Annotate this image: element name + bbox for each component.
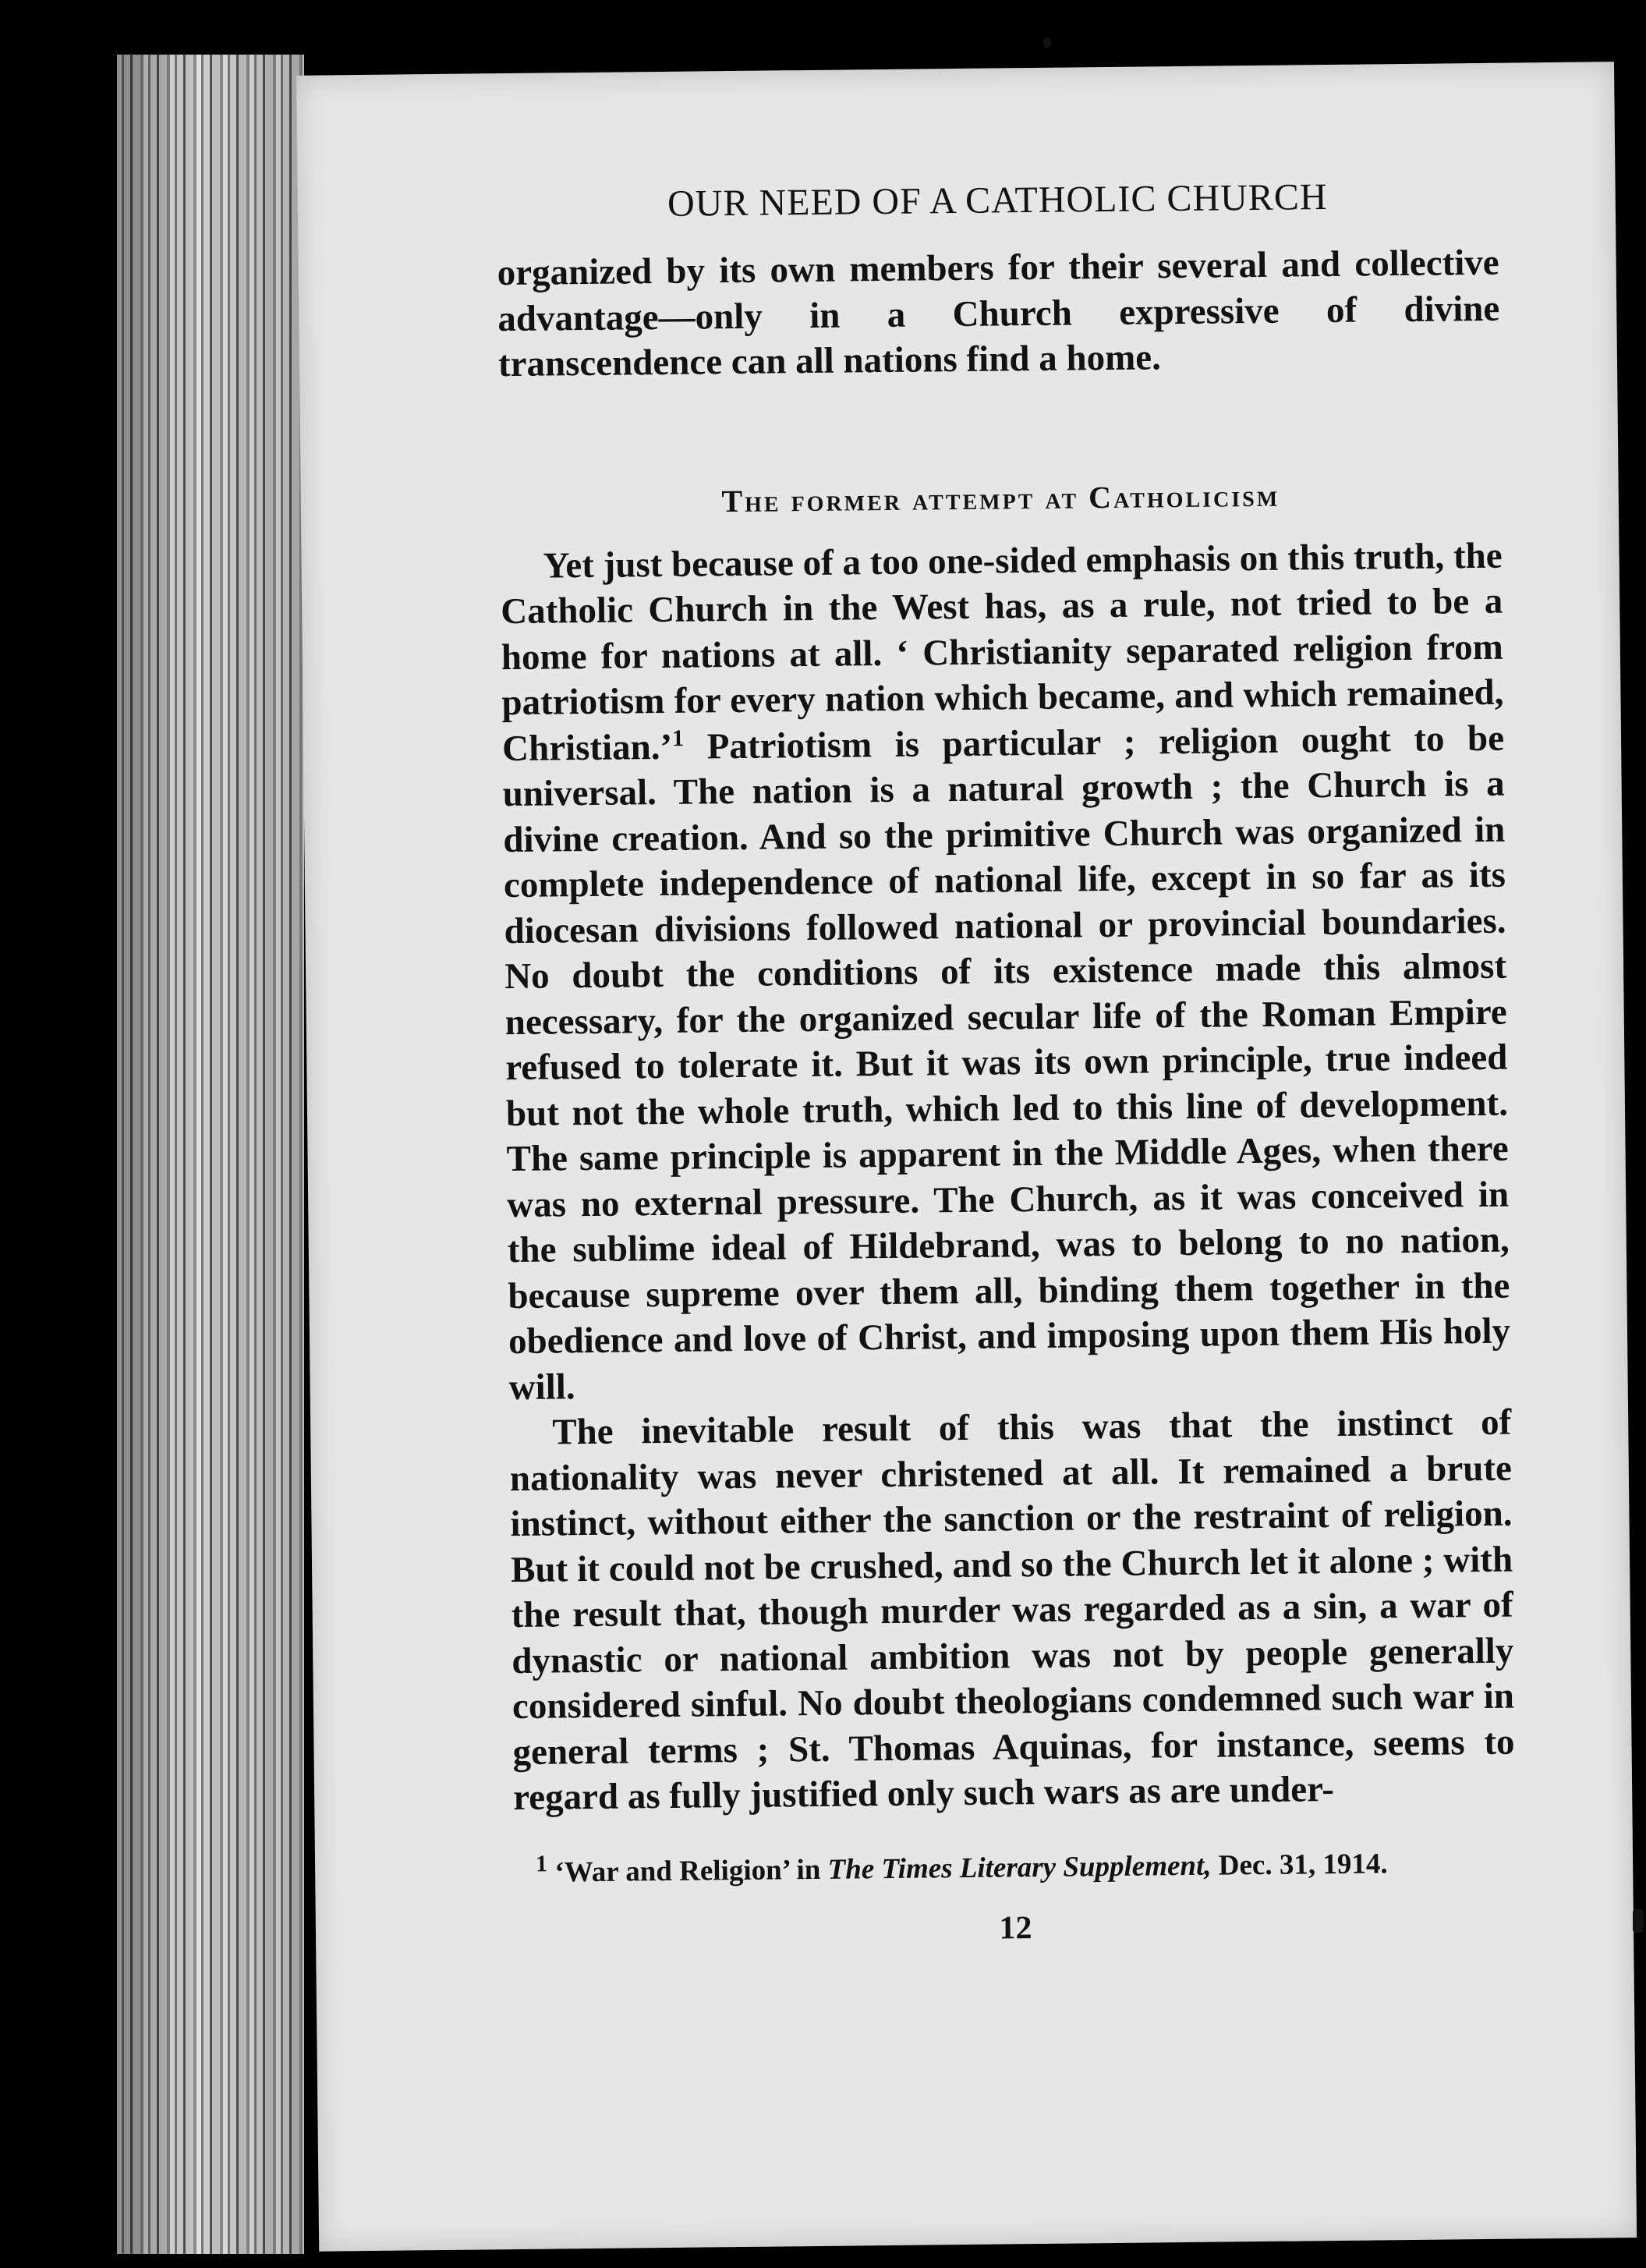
- page-number: 12: [999, 1909, 1032, 1947]
- book-page-edges: [117, 55, 304, 2254]
- opening-paragraph: organized by its own members for their several and collective advantage—only in a Church expressive of divine transcendence can all nations find a home.: [497, 242, 1500, 385]
- footnote-text-before: ‘War and Religion’ in: [554, 1853, 828, 1889]
- dust-speck: [1043, 37, 1051, 48]
- dust-speck: [1633, 1909, 1644, 1933]
- footnote-number: 1: [535, 1850, 548, 1876]
- section-heading: The former attempt at Catholicism: [721, 477, 1280, 519]
- book-page: [296, 62, 1637, 2252]
- footnote-reference: 1: [671, 725, 685, 751]
- paragraph-2: The inevitable result of this was that the instinct of nationality was never christened at all. It remained a brute instinct, without either the sanction or the restraint of religion. But it could not be crushed, and so the Church let it alone ; with the result that, though murder was regarded as a sin, a war of dynastic or national ambition was not by people generally considered sinful. No doubt theologians condemned such war in general terms ; St. Thomas Aquinas, for instance, seems to regard as fully justified only such wars as are under-: [509, 1402, 1515, 1819]
- page-content: [497, 174, 1517, 1952]
- paragraph-1-part-a: Yet just because of a too one-sided emphasis on this truth, the Catholic Church in the West has, as a rule, not tried to be a home for nations at all. ‘ Christianity separated religion from patriotism for every nation which became, and which remained, Christian.’: [500, 535, 1504, 769]
- running-head: OUR NEED OF A CATHOLIC CHURCH: [667, 176, 1328, 225]
- footnote-text-after: Dec. 31, 1914.: [1211, 1847, 1388, 1882]
- body-text: [497, 240, 1515, 1821]
- paragraph-1-part-b: Patriotism is particular ; religion ought to be universal. The nation is a natural growth ; the Church is a divine creation. And so the primitive Church was organized in complete independence of national life, except in so far as its diocesan divisions followed national or provincial boundaries. No doubt the conditions of its existence made this almost necessary, for the organized secular life of the Roman Empire refused to tolerate it. But it was its own principle, true indeed but not the whole truth, which led to this line of development. The same principle is apparent in the Middle Ages, when there was no external pressure. The Church, as it was conceived in the sublime ideal of Hildebrand, was to belong to no nation, because supreme over them all, binding them together in the obedience and love of Christ, and imposing upon them His holy will.: [502, 718, 1511, 1408]
- footnote: [514, 1843, 1516, 1892]
- footnote-italic-title: The Times Literary Supplement,: [827, 1849, 1212, 1886]
- paragraph-1: [500, 533, 1511, 1410]
